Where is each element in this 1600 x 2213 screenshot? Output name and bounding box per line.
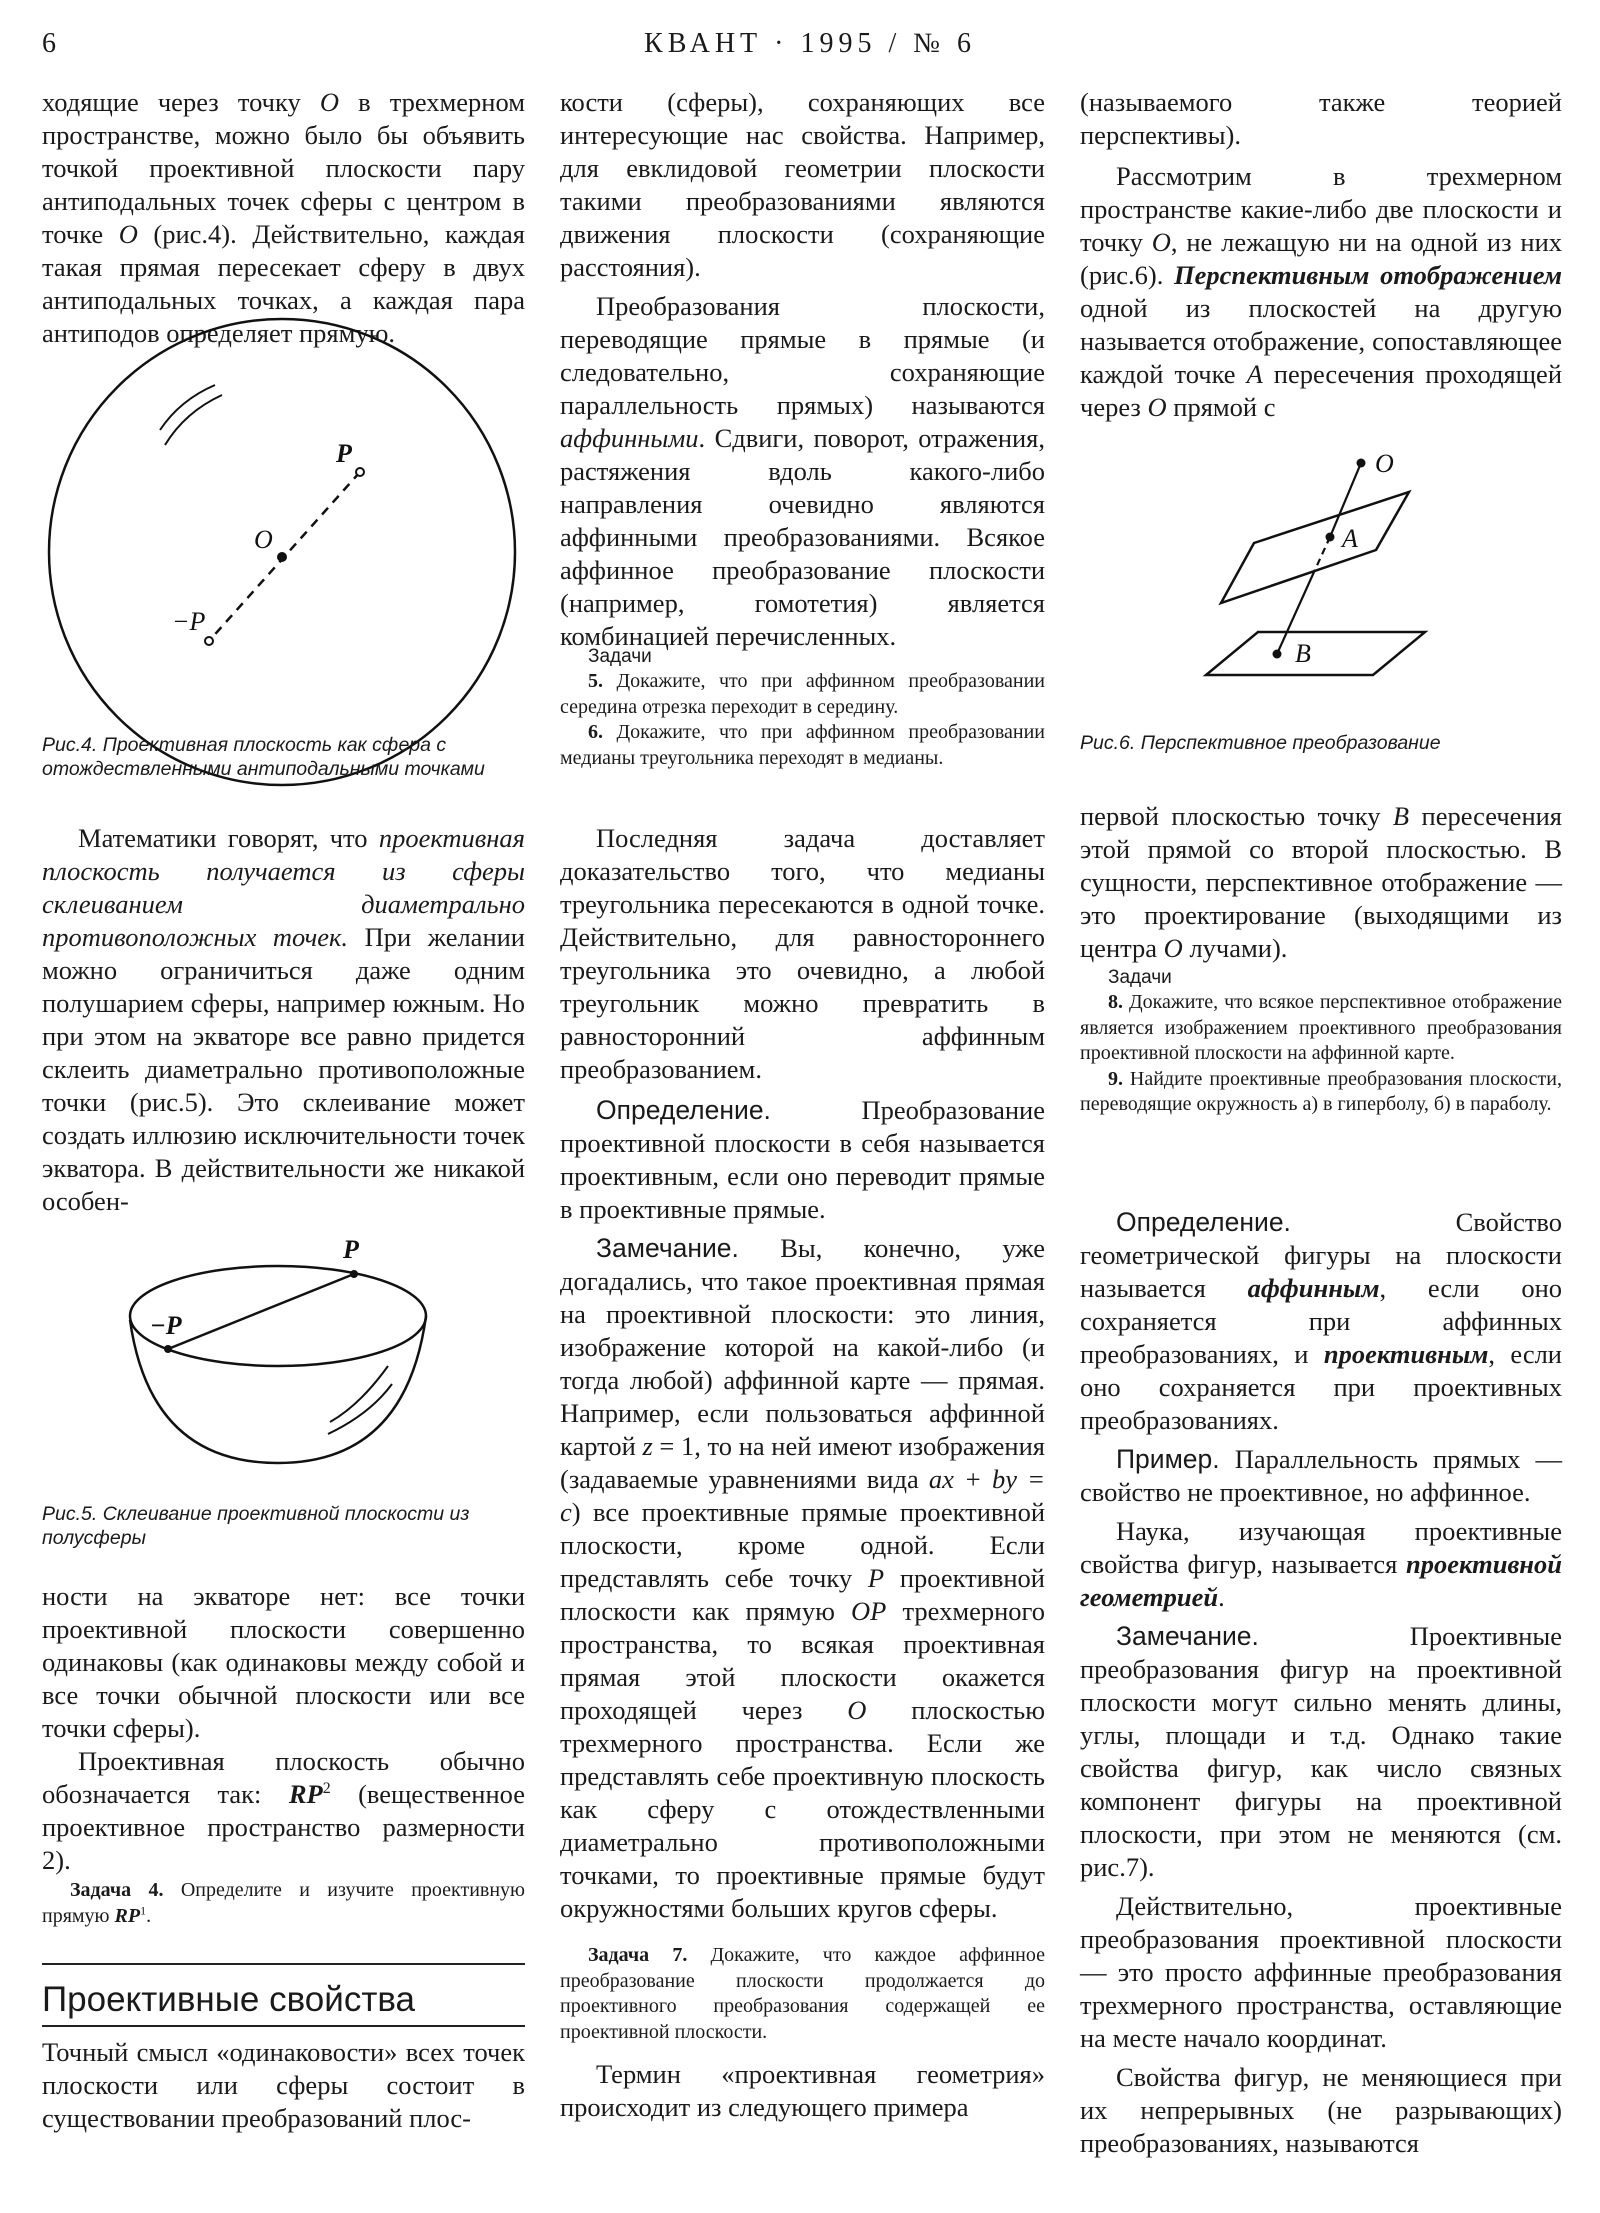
text-run: . Сдвиги, поворот, отражения, растяжения вдоль какого-либо направления очевидно являются аффинными преобразованиями. Всякое аффинное преобразование плоскости (например, гомотетия) является комбинацией перечисленных. bbox=[560, 423, 1045, 651]
emphasis-text: Определение. bbox=[596, 1095, 771, 1125]
text-run: (рис.4). Действительно, каждая такая прямая пересекает сферу в двух антиподальных точках, а каждая пара антиподов определяет прямую. bbox=[42, 219, 525, 348]
text-run: Последняя задача доставляет доказательство того, что медианы треугольника пересекаются в одной точке. Действительно, для равностороннего треугольника это очевидно, а любой треугольник можно превратить в равносторонний аффинным преобразованием. bbox=[560, 823, 1045, 1084]
task-text bbox=[42, 1878, 525, 1929]
emphasis-text: O bbox=[319, 87, 339, 117]
point-p bbox=[350, 1270, 358, 1278]
emphasis-text: 5. bbox=[588, 670, 603, 692]
point-a bbox=[1326, 533, 1335, 542]
text-run: Свойство геометрической фигуры на плоскости называется bbox=[1080, 1207, 1562, 1303]
emphasis-text: Определение. bbox=[1116, 1207, 1291, 1237]
paragraph bbox=[560, 290, 1045, 653]
column-2-bottom bbox=[560, 2058, 1045, 2124]
paragraph bbox=[42, 1745, 525, 1877]
task-text bbox=[560, 720, 1045, 771]
column-3-middle bbox=[1080, 800, 1562, 965]
text-run: плоскостью трехмерного пространства. Если же представлять себе проективную плоскость как сферу с отождествленными диаметрально противоположными точками, то проективные прямые будут окружностями больших кругов сферы. bbox=[560, 1695, 1045, 1923]
text-run: (называемого также теорией перспективы). bbox=[1080, 87, 1562, 150]
text-run: в трехмерном пространстве, можно было бы объявить точкой проективной плоскости пару антиподальных точек сферы с центром в точке bbox=[42, 87, 526, 249]
point-neg-p bbox=[164, 1345, 172, 1353]
paragraph bbox=[560, 86, 1045, 284]
column-3-top bbox=[1080, 86, 1562, 424]
paragraph bbox=[1080, 800, 1562, 965]
label-p: P bbox=[336, 439, 352, 468]
definition bbox=[560, 1094, 1045, 1226]
tasks-8-9 bbox=[1080, 966, 1562, 1118]
highlight-marks bbox=[160, 385, 222, 445]
remark bbox=[1080, 1620, 1562, 1884]
text-run: пересечения этой прямой со второй плоскостью. В сущности, перспективное отображение — это проектирование (выходящими из центра bbox=[1080, 801, 1562, 963]
example bbox=[1080, 1443, 1562, 1509]
emphasis-text: 9. bbox=[1108, 1067, 1123, 1090]
paragraph bbox=[1080, 2061, 1562, 2160]
emphasis-text: O bbox=[1147, 392, 1167, 422]
text-run: Проективные преобразования фигур на проективной плоскости могут сильно менять длины, углы, площади и т.д. Однако такие свойства фигур, как число связных компонент фигуры на проективной плоскости, при этом не меняются (см. рис.7). bbox=[1080, 1621, 1562, 1882]
remark bbox=[560, 1232, 1045, 1925]
text-run: проективной плоскости как прямую bbox=[560, 1563, 1045, 1626]
definition bbox=[1080, 1206, 1562, 1437]
text-run: Свойства фигур, не меняющиеся при их непрерывных (не разрывающих) преобразованиях, называются bbox=[1080, 2062, 1562, 2158]
label-a: A bbox=[1342, 524, 1358, 553]
text-run: Рассмотрим в трехмерном пространстве какие-либо две плоскости и точку bbox=[1080, 161, 1562, 257]
superscript: 1 bbox=[140, 1902, 147, 1917]
text-run: Определите и изучите проективную прямую bbox=[42, 1879, 525, 1927]
task-text bbox=[1080, 990, 1562, 1067]
paragraph bbox=[1080, 86, 1562, 152]
column-3-body bbox=[1080, 1206, 1562, 2160]
paragraph bbox=[1080, 1890, 1562, 2055]
paragraph bbox=[560, 2058, 1045, 2124]
task-4 bbox=[42, 1878, 525, 1929]
text-run: лучами). bbox=[1182, 933, 1288, 963]
emphasis-text: Замечание. bbox=[1116, 1621, 1259, 1651]
column-2-top bbox=[560, 86, 1045, 653]
text-run: пересечения проходящей через bbox=[1080, 359, 1562, 422]
paragraph bbox=[1080, 1515, 1562, 1614]
label-o: O bbox=[254, 525, 273, 554]
text-run: Математики говорят, что bbox=[78, 823, 379, 853]
paragraph bbox=[42, 1580, 525, 1745]
text-run: Найдите проективные преобразования плоскости, переводящие окружность а) в гиперболу, б) в параболу. bbox=[1080, 1067, 1562, 1115]
task-text bbox=[560, 669, 1045, 720]
column-1-continued bbox=[42, 1580, 525, 1877]
figure-6-perspective bbox=[1080, 420, 1560, 710]
upper-plane bbox=[1221, 492, 1409, 603]
text-run: = 1, то на ней имеют изображения (задаваемые уравнениями вида bbox=[560, 1431, 1045, 1494]
emphasis-text: проективной геометрией bbox=[1080, 1549, 1562, 1612]
paragraph bbox=[560, 822, 1045, 1086]
emphasis-text: RP bbox=[114, 1904, 141, 1927]
text-run: Параллельность прямых — свойство не проективное, но аффинное. bbox=[1080, 1444, 1562, 1507]
emphasis-text: ax + by = c bbox=[560, 1464, 1045, 1527]
text-run: одной из плоскостей на другую называется отображение, сопоставляющее каждой точке bbox=[1080, 293, 1562, 389]
section-heading: Проективные свойства bbox=[42, 1980, 416, 2019]
task-text bbox=[1080, 1067, 1562, 1118]
text-run: Проективная плоскость обычно обозначается так: bbox=[42, 1746, 525, 1809]
emphasis-text: аффинными bbox=[560, 423, 699, 453]
label-p: P bbox=[343, 1235, 359, 1264]
text-run: , если оно сохраняется при аффинных преобразованиях, и bbox=[1080, 1273, 1562, 1369]
text-run: ности на экваторе нет: все точки проективной плоскости совершенно одинаковы (как одинаковы между собой и все точки обычной плоскости или все точки сферы). bbox=[42, 1581, 525, 1743]
text-run: трехмерного пространства, то всякая проективная прямая этой плоскости окажется проходящей через bbox=[560, 1596, 1045, 1725]
point-o bbox=[277, 552, 287, 562]
diameter-line bbox=[168, 1274, 354, 1349]
text-run: (вещественное проективное пространство размерности 2). bbox=[42, 1779, 525, 1875]
text-run: кости (сферы), сохраняющих все интересующие нас свойства. Например, для евклидовой геометрии плоскости такими преобразованиями являются движения плоскости (сохраняющие расстояния). bbox=[560, 87, 1045, 282]
point-b bbox=[1273, 650, 1282, 659]
text-run: ) все проективные прямые проективной плоскости, кроме одной. Если представлять себе точку bbox=[560, 1497, 1045, 1593]
emphasis-text: 6. bbox=[588, 721, 603, 743]
task-text bbox=[560, 1943, 1045, 2045]
figure-5-caption: Рис.5. Склеивание проективной плоскости из полусферы bbox=[42, 1503, 470, 1549]
section-rule-bottom bbox=[42, 2025, 525, 2027]
paragraph bbox=[1080, 160, 1562, 424]
label-neg-p: −P bbox=[150, 1311, 182, 1340]
label-b: B bbox=[1295, 639, 1311, 668]
column-2-body bbox=[560, 822, 1045, 1925]
figure-6-caption: Рис.6. Перспективное преобразование bbox=[1080, 732, 1441, 754]
point-o bbox=[1357, 459, 1366, 468]
emphasis-text: Перспективным отображением bbox=[1174, 260, 1562, 290]
text-run: Действительно, проективные преобразования проективной плоскости — это просто аффинные преобразования трехмерного пространства, оставляющие на месте начало координат. bbox=[1080, 1891, 1562, 2053]
text-run: прямой с bbox=[1166, 392, 1276, 422]
text-run: . bbox=[146, 1904, 152, 1927]
emphasis-text: OP bbox=[851, 1596, 887, 1626]
emphasis-text: P bbox=[867, 1563, 885, 1593]
text-run: Преобразование проективной плоскости в себя называется проективным, если оно переводит прямые в проективные прямые. bbox=[560, 1095, 1045, 1224]
lower-plane bbox=[1206, 632, 1425, 675]
emphasis-text: Замечание. bbox=[596, 1233, 739, 1263]
column-1-body bbox=[42, 822, 525, 1218]
emphasis-text: проективная плоскость получается из сферы склеиванием диаметрально противоположных точек. bbox=[42, 823, 525, 952]
tasks-heading: Задачи bbox=[588, 646, 652, 667]
emphasis-text: A bbox=[1246, 359, 1263, 389]
text-run: . bbox=[1218, 1582, 1225, 1612]
emphasis-text: O bbox=[118, 219, 138, 249]
figure-4-caption: Рис.4. Проективная плоскость как сфера с отождествленными антиподальными точками bbox=[42, 734, 485, 780]
label-neg-p: −P bbox=[172, 607, 206, 636]
text-run: Термин «проективная геометрия» происходит из следующего примера bbox=[560, 2059, 1045, 2122]
paragraph bbox=[42, 822, 525, 1218]
text-run: , не лежащую ни на одной из них (рис.6). bbox=[1080, 227, 1562, 290]
emphasis-text: O bbox=[1151, 227, 1171, 257]
emphasis-text: проективным bbox=[1323, 1339, 1489, 1369]
text-run: Докажите, что каждое аффинное преобразование плоскости продолжается до проективного преобразования содержащей ее проективной плоскости. bbox=[560, 1944, 1046, 2043]
point-p bbox=[356, 468, 364, 476]
emphasis-text: B bbox=[1392, 801, 1410, 831]
emphasis-text: Задача 7. bbox=[588, 1944, 688, 1966]
label-o: O bbox=[1375, 449, 1394, 478]
emphasis-text: Задача 4. bbox=[70, 1879, 164, 1901]
tasks-heading: Задачи bbox=[1108, 967, 1172, 988]
tasks-5-6 bbox=[560, 645, 1045, 771]
emphasis-text: O bbox=[847, 1695, 867, 1725]
text-run: Наука, изучающая проективные свойства фигур, называется bbox=[1080, 1516, 1562, 1579]
text-run: При желании можно ограничиться даже одним полушарием сферы, например южным. Но при этом на экваторе все равно придется склеить диаметрально противоположные точки (рис.5). Это склеивание может создать иллюзию исключительности точек экватора. В действительности же никакой особен- bbox=[42, 922, 525, 1216]
paragraph bbox=[42, 2036, 525, 2135]
journal-header: КВАНТ · 1995 / № 6 bbox=[644, 28, 976, 59]
text-run: Докажите, что при аффинном преобразовании середина отрезка переходит в середину. bbox=[560, 670, 1045, 718]
page-number: 6 bbox=[42, 28, 56, 59]
emphasis-text: z bbox=[642, 1431, 653, 1461]
emphasis-text: Пример. bbox=[1116, 1444, 1220, 1474]
text-run: Вы, конечно, уже догадались, что такое проективная прямая на проективной плоскости: это линия, изображение которой на какой-либо (и тогда любой) аффинной карте — прямая. Например, если пользоваться аффинной картой bbox=[560, 1233, 1045, 1461]
text-run: ходящие через точку bbox=[42, 87, 320, 117]
emphasis-text: RP bbox=[288, 1779, 323, 1809]
section-rule-top bbox=[42, 1963, 525, 1965]
text-run: Докажите, что при аффинном преобразовании медианы треугольника переходят в медианы. bbox=[560, 721, 1045, 769]
emphasis-text: O bbox=[1163, 933, 1183, 963]
point-neg-p bbox=[205, 637, 213, 645]
column-1-section bbox=[42, 2036, 525, 2135]
text-run: Докажите, что всякое перспективное отображение является изображением проективного преобразования проективной плоскости на аффинной карте. bbox=[1080, 991, 1562, 1064]
text-run: Точный смысл «одинаковости» всех точек плоскости или сферы состоит в существовании преобразований плос- bbox=[42, 2037, 525, 2133]
text-run: , если оно сохраняется при проективных преобразованиях. bbox=[1080, 1339, 1562, 1435]
text-run: Преобразования плоскости, переводящие прямые в прямые (и следовательно, сохраняющие параллельность прямых) называются bbox=[560, 291, 1045, 420]
text-run: первой плоскостью точку bbox=[1080, 801, 1393, 831]
emphasis-text: аффинным bbox=[1247, 1273, 1380, 1303]
task-7 bbox=[560, 1943, 1045, 2045]
superscript: 2 bbox=[322, 1780, 331, 1798]
emphasis-text: 8. bbox=[1108, 991, 1123, 1013]
